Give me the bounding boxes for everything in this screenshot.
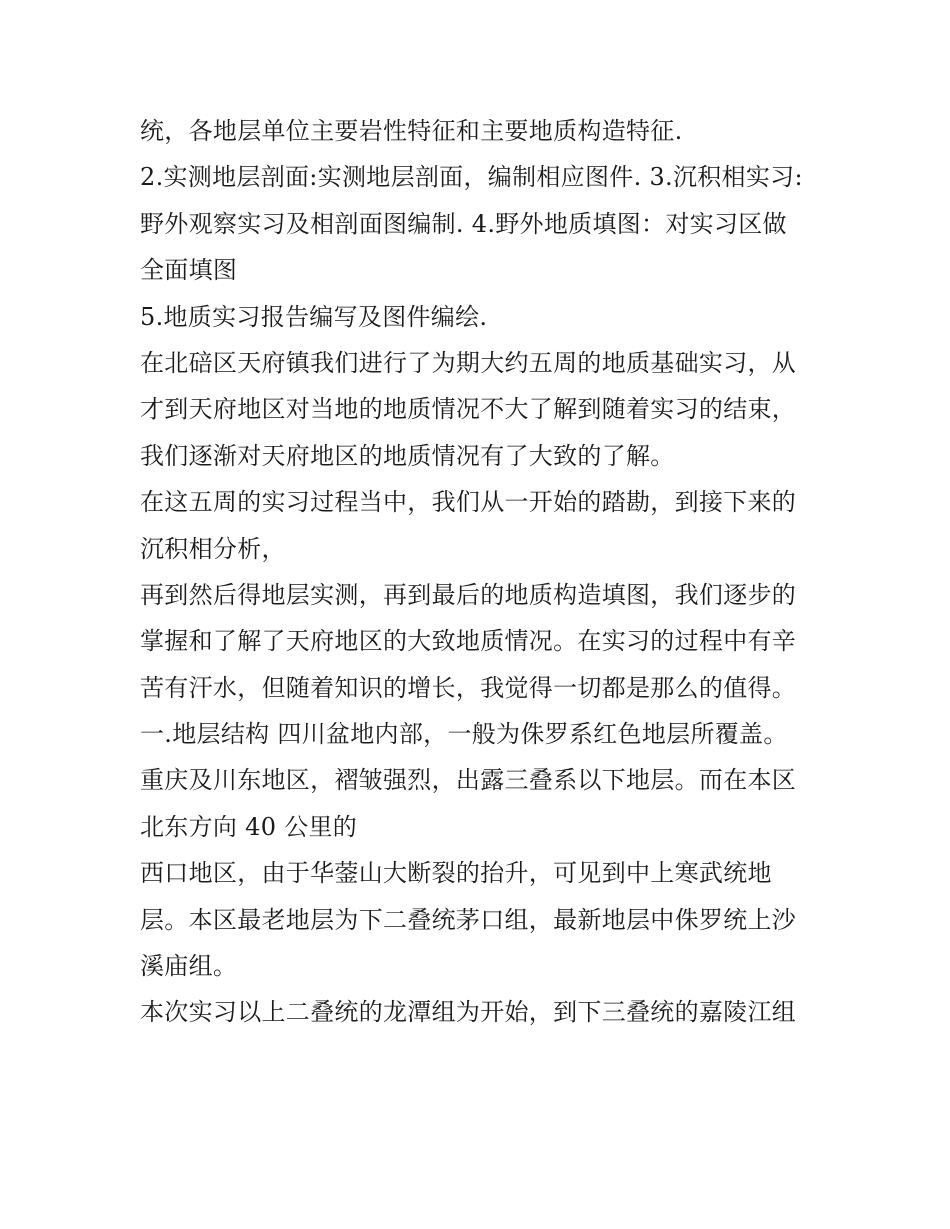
text-line: 溪庙组。 [140, 952, 238, 981]
text-line: 全面填图 [140, 256, 238, 285]
text-line: 一.地层结构 四川盆地内部，一般为侏罗系红色地层所覆盖。 [140, 720, 788, 749]
text-line: 在这五周的实习过程当中，我们从一开始的踏勘，到接下来的 [140, 488, 797, 517]
text-line: 重庆及川东地区，褶皱强烈，出露三叠系以下地层。而在本区 [140, 766, 797, 795]
text-line: 层。本区最老地层为下二叠统茅口组，最新地层中侏罗统上沙 [140, 905, 797, 934]
document-body [140, 108, 830, 1036]
text-line: 掌握和了解了天府地区的大致地质情况。在实习的过程中有辛 [140, 627, 797, 656]
text-line: 在北碚区天府镇我们进行了为期大约五周的地质基础实习，从 [140, 348, 797, 377]
text-line: 沉积相分析， [140, 534, 286, 563]
text-line: 野外观察实习及相剖面图编制. 4.野外地质填图：对实习区做 [140, 209, 787, 238]
text-line: 才到天府地区对当地的地质情况不大了解到随着实习的结束， [140, 395, 797, 424]
text-line: 再到然后得地层实测，再到最后的地质构造填图，我们逐步的 [140, 580, 797, 609]
text-line: 本次实习以上二叠统的龙潭组为开始，到下三叠统的嘉陵江组 [140, 998, 797, 1027]
text-line: 5.地质实习报告编写及图件编绘. [140, 302, 488, 331]
text-line: 北东方向 40 公里的 [140, 812, 358, 841]
text-line: 苦有汗水，但随着知识的增长，我觉得一切都是那么的值得。 [140, 673, 797, 702]
text-line: 西口地区，由于华蓥山大断裂的抬升，可见到中上寒武统地 [140, 859, 772, 888]
text-line: 我们逐渐对天府地区的地质情况有了大致的了解。 [140, 441, 675, 470]
text-line: 统，各地层单位主要岩性特征和主要地质构造特征. [140, 117, 683, 145]
text-line: 2.实测地层剖面:实测地层剖面，编制相应图件. 3.沉积相实习: [140, 163, 803, 192]
